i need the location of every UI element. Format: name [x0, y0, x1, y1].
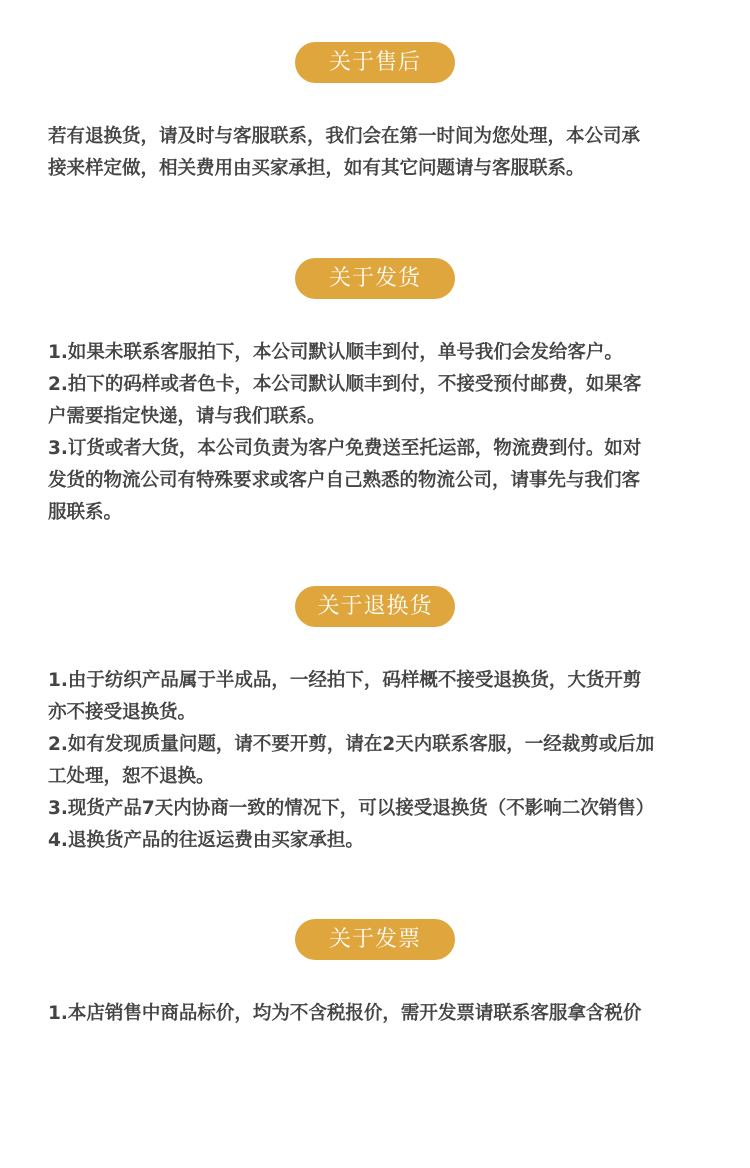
- shipping-text: [48, 337, 708, 529]
- text-line: 2.拍下的码样或者色卡，本公司默认顺丰到付，不接受预付邮费，如果客: [48, 374, 642, 395]
- section-title-returns: 关于退换货: [295, 586, 455, 627]
- text-line: 1.如果未联系客服拍下，本公司默认顺丰到付，单号我们会发给客户。: [48, 342, 623, 363]
- text-line: 3.订货或者大货，本公司负责为客户免费送至托运部，物流费到付。如对: [48, 438, 642, 459]
- text-line: 工处理，恕不退换。: [48, 766, 215, 787]
- returns-text: [48, 665, 708, 857]
- after-sales-text: [48, 121, 708, 185]
- text-line: 亦不接受退换货。: [48, 702, 197, 723]
- text-line: 户需要指定快递，请与我们联系。: [48, 406, 326, 427]
- invoice-text: [48, 998, 708, 1030]
- text-line: 发货的物流公司有特殊要求或客户自己熟悉的物流公司，请事先与我们客: [48, 470, 641, 491]
- section-title-shipping: 关于发货: [295, 258, 455, 299]
- section-title-invoice: 关于发票: [295, 919, 455, 960]
- section-title-after-sales: 关于售后: [295, 42, 455, 83]
- text-line: 接来样定做，相关费用由买家承担，如有其它问题请与客服联系。: [48, 158, 585, 179]
- text-line: 服联系。: [48, 502, 123, 523]
- text-line: 1.本店销售中商品标价，均为不含税报价，需开发票请联系客服拿含税价: [48, 1003, 642, 1024]
- text-line: 2.如有发现质量问题，请不要开剪，请在2天内联系客服，一经裁剪或后加: [48, 734, 655, 755]
- text-line: 3.现货产品7天内协商一致的情况下，可以接受退换货（不影响二次销售）: [48, 798, 655, 819]
- text-line: 1.由于纺织产品属于半成品，一经拍下，码样概不接受退换货，大货开剪: [48, 670, 642, 691]
- text-line: 若有退换货，请及时与客服联系，我们会在第一时间为您处理，本公司承: [48, 126, 641, 147]
- text-line: 4.退换货产品的往返运费由买家承担。: [48, 830, 364, 851]
